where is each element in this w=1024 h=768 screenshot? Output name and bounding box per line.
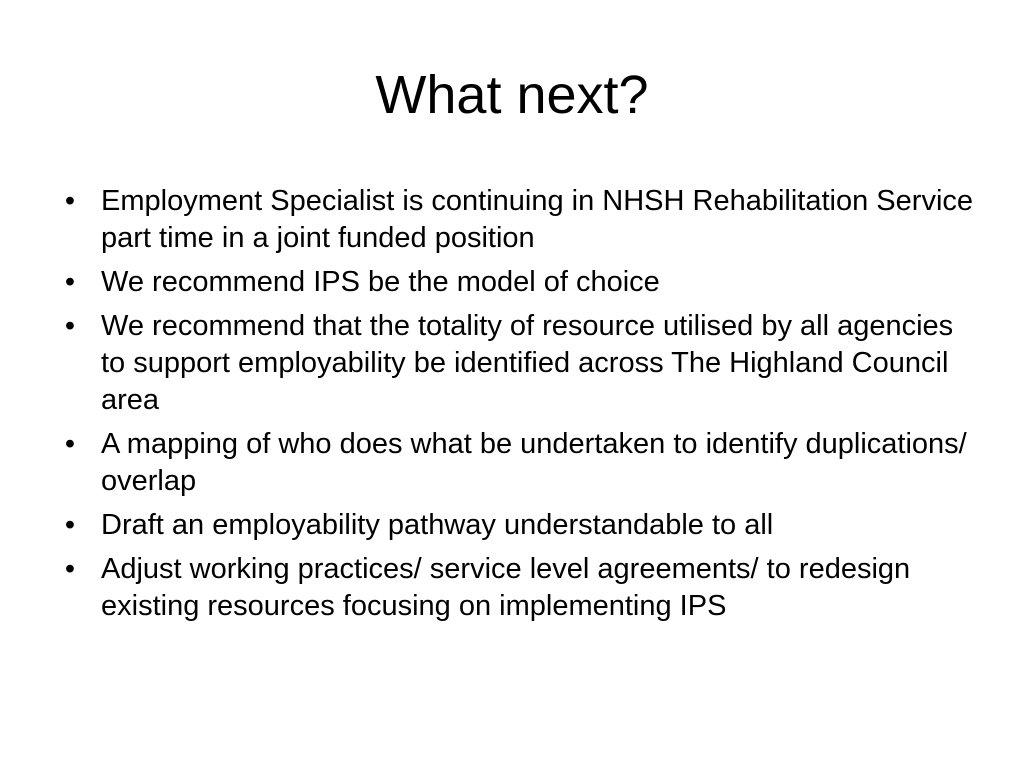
bullet-marker-icon: •: [64, 553, 76, 585]
bullet-marker-icon: •: [64, 310, 76, 342]
bullet-text: We recommend that the totality of resource utilised by all agencies to support employability be identified across The Highland Council area: [101, 310, 954, 416]
bullet-text: Employment Specialist is continuing in NHSH Rehabilitation Service part time in a joint funded position: [101, 185, 974, 254]
bullet-marker-icon: •: [64, 428, 76, 460]
bullet-item: [60, 507, 980, 544]
bullet-text: A mapping of who does what be undertaken to identify duplications/ overlap: [101, 428, 967, 497]
bullet-marker-icon: •: [64, 509, 76, 541]
bullet-list: [60, 183, 980, 632]
bullet-item: [60, 308, 980, 419]
bullet-item: [60, 426, 980, 500]
bullet-item: [60, 264, 980, 301]
slide-title: What next?: [375, 65, 649, 125]
bullet-text: Adjust working practices/ service level agreements/ to redesign existing resources focusing on implementing IPS: [101, 553, 911, 622]
bullet-text: We recommend IPS be the model of choice: [101, 266, 660, 298]
bullet-text: Draft an employability pathway understandable to all: [101, 509, 774, 541]
bullet-marker-icon: •: [64, 185, 76, 217]
bullet-item: [60, 551, 980, 625]
bullet-item: [60, 183, 980, 257]
bullet-marker-icon: •: [64, 266, 76, 298]
